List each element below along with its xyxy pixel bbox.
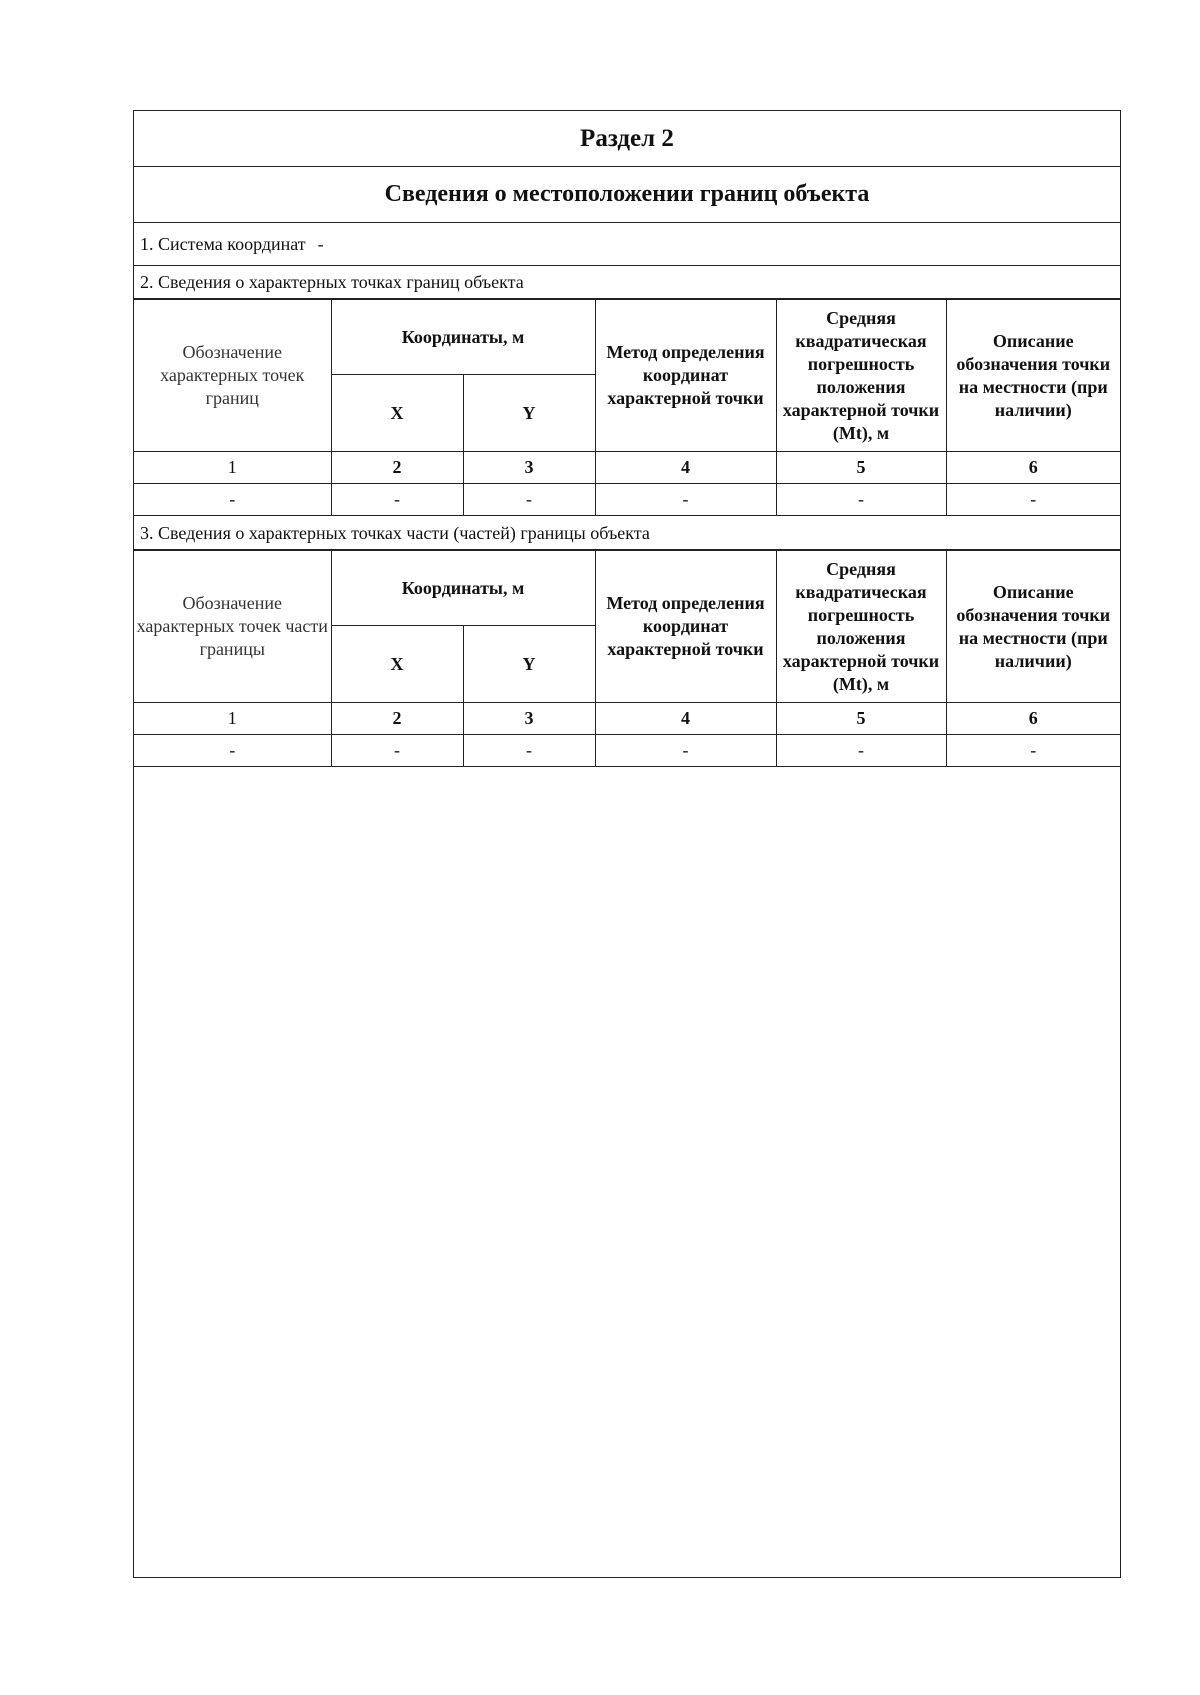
table1-num-cell: 4 [595,452,776,484]
table1-cell: - [946,484,1120,516]
table1-number-row [134,452,1120,484]
table2-header-x: X [331,626,463,703]
table1-num-cell: 1 [134,452,331,484]
table2-num-cell: 3 [463,703,595,735]
table2-num-cell: 5 [776,703,946,735]
table1-cell: - [463,484,595,516]
table2-num-cell: 1 [134,703,331,735]
coord-system-value: - [317,233,324,254]
table2 [134,550,1120,767]
page-title: Сведения о местоположении границ объекта [134,167,1120,223]
table1-header-desc: Описание обозначения точки на местности (при наличии) [946,300,1120,452]
table2-cell: - [595,735,776,767]
table2-cell: - [463,735,595,767]
coord-system-line [134,223,1120,266]
coord-system-label: 1. Система координат [140,233,306,254]
table2-header-method: Метод определения координат характерной точки [595,551,776,703]
table2-cell: - [946,735,1120,767]
table2-cell: - [331,735,463,767]
table-row [134,735,1120,767]
table2-header-y: Y [463,626,595,703]
table1-cell: - [776,484,946,516]
table2-header-desc: Описание обозначения точки на местности (при наличии) [946,551,1120,703]
table2-num-cell: 2 [331,703,463,735]
table2-num-cell: 6 [946,703,1120,735]
table1-header-coords: Координаты, м [331,300,595,375]
table1-cell: - [595,484,776,516]
table1-cell: - [134,484,331,516]
table2-cell: - [776,735,946,767]
table2-header-error: Средняя квадратическая погрешность положения характерной точки (Mt), м [776,551,946,703]
page-frame [133,110,1121,1578]
table1-header-point: Обозначение характерных точек границ [134,300,331,452]
table1-header-y: Y [463,375,595,452]
table2-header-point: Обозначение характерных точек части границы [134,551,331,703]
table1-num-cell: 5 [776,452,946,484]
table1-num-cell: 2 [331,452,463,484]
table1-header-x: X [331,375,463,452]
table1-caption: 2. Сведения о характерных точках границ объекта [134,266,1120,299]
table2-cell: - [134,735,331,767]
table1-cell: - [331,484,463,516]
table1 [134,299,1120,516]
table1-header-error: Средняя квадратическая погрешность положения характерной точки (Mt), м [776,300,946,452]
table1-num-cell: 6 [946,452,1120,484]
table2-number-row [134,703,1120,735]
table-row [134,484,1120,516]
table2-header-coords: Координаты, м [331,551,595,626]
table2-caption: 3. Сведения о характерных точках части (частей) границы объекта [134,517,1120,550]
section-title: Раздел 2 [134,111,1120,167]
table2-num-cell: 4 [595,703,776,735]
table1-num-cell: 3 [463,452,595,484]
table1-header-method: Метод определения координат характерной точки [595,300,776,452]
